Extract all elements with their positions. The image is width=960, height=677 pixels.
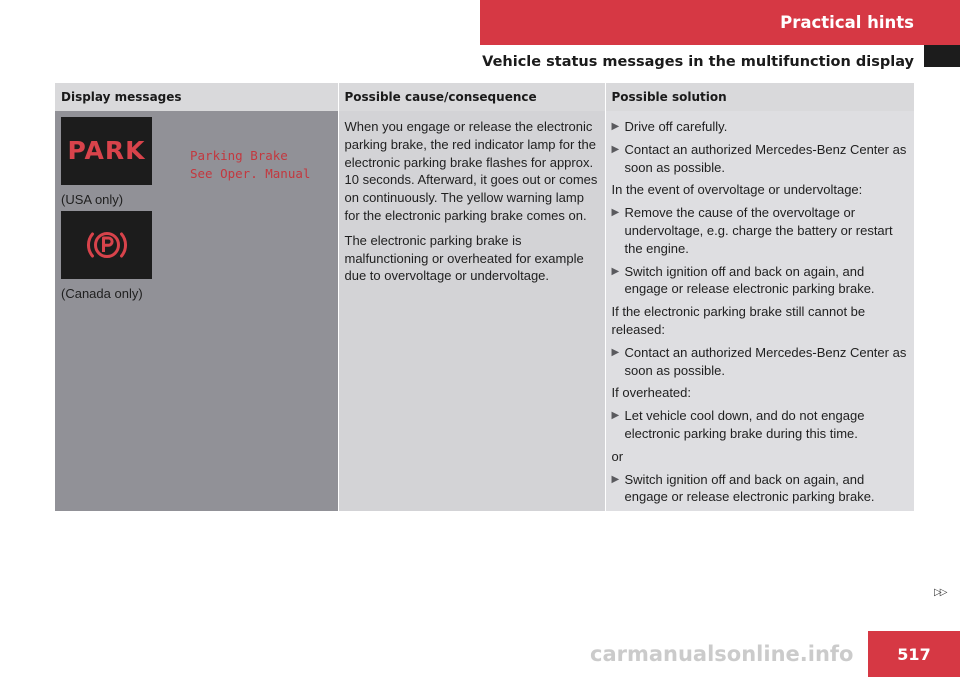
status-messages-table <box>55 83 915 511</box>
solution-step-text: Switch ignition off and back on again, and engage or release electronic parking brake. <box>624 263 875 297</box>
display-cell <box>55 111 338 511</box>
column-header-display: Display messages <box>55 83 338 111</box>
solution-cell <box>605 111 914 511</box>
solution-note: If overheated: <box>611 385 691 401</box>
solution-step <box>612 471 908 507</box>
arrow-right-icon: ▶ <box>611 121 620 132</box>
arrow-right-icon: ▶ <box>611 265 620 277</box>
section-title: Practical hints <box>780 13 914 32</box>
display-message <box>190 147 310 182</box>
solution-step-text: Remove the cause of the overvoltage or undervoltage, e.g. charge the battery or restart the engine. <box>624 205 893 256</box>
solution-note: If the electronic parking brake still cannot be released: <box>611 304 866 337</box>
solution-step <box>612 118 908 136</box>
arrow-right-icon: ▶ <box>611 143 620 155</box>
solution-step <box>612 344 908 380</box>
solution-step-text: Switch ignition off and back on again, and engage or release electronic parking brake. <box>624 471 875 505</box>
table-row <box>55 111 914 511</box>
cause-paragraph: The electronic parking brake is malfunctioning or overheated for example due to overvoltage or undervoltage. <box>344 232 584 284</box>
canada-only-label: (Canada only) <box>61 285 143 301</box>
continued-arrows-icon: ▷▷ <box>934 587 946 598</box>
arrow-right-icon: ▶ <box>611 410 620 422</box>
solution-step <box>612 407 908 443</box>
arrow-right-icon: ▶ <box>611 346 620 358</box>
parking-brake-lamp-icon <box>61 211 152 279</box>
column-header-cause: Possible cause/consequence <box>338 83 605 111</box>
cause-paragraph: When you engage or release the electronic parking brake, the red indicator lamp for the electronic parking brake flashes for approx. 10 seconds. Afterward, it goes out or comes on continuously. The yellow warning lamp for the electronic parking brake comes on. <box>344 119 598 223</box>
parking-brake-symbol-icon <box>85 223 129 267</box>
watermark: carmanualsonline.info <box>590 642 854 666</box>
solution-step-text: Contact an authorized Mercedes-Benz Center as soon as possible. <box>624 141 907 175</box>
page-number <box>868 631 960 677</box>
arrow-right-icon: ▶ <box>611 207 620 219</box>
solution-step-text: Drive off carefully. <box>624 119 728 134</box>
solution-note: or <box>611 448 624 464</box>
park-lamp-icon <box>61 117 152 185</box>
display-message-line1: Parking Brake <box>190 148 288 163</box>
corner-marker <box>924 45 960 67</box>
solution-step <box>612 141 908 177</box>
column-header-solution: Possible solution <box>605 83 914 111</box>
cause-cell <box>338 111 605 511</box>
solution-note: In the event of overvoltage or undervoltage: <box>611 182 863 198</box>
display-message-line2: See Oper. Manual <box>190 165 311 181</box>
table-header-row <box>55 83 914 111</box>
solution-step-text: Let vehicle cool down, and do not engage electronic parking brake during this time. <box>624 408 865 441</box>
park-lamp-text: PARK <box>67 136 146 166</box>
arrow-right-icon: ▶ <box>611 473 620 485</box>
section-tab <box>480 0 960 45</box>
page-subtitle: Vehicle status messages in the multifunction display <box>482 54 914 70</box>
usa-only-label: (USA only) <box>61 192 124 207</box>
solution-step <box>612 204 908 257</box>
solution-step-text: Contact an authorized Mercedes-Benz Center as soon as possible. <box>624 344 907 378</box>
page-number-text: 517 <box>897 644 931 664</box>
solution-step <box>612 263 908 299</box>
